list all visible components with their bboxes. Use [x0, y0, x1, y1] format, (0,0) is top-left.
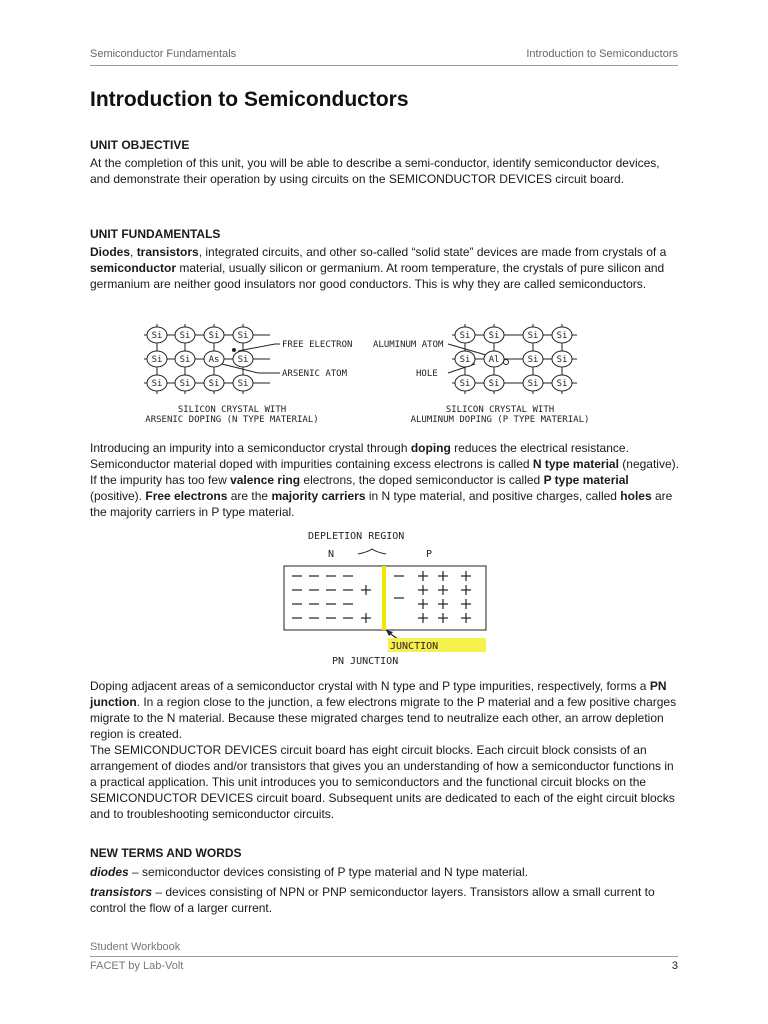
svg-text:Si: Si: [208, 331, 220, 341]
svg-text:Si: Si: [556, 331, 568, 341]
svg-text:Si: Si: [237, 379, 249, 389]
unit-objective-heading: UNIT OBJECTIVE: [90, 138, 190, 152]
running-header-right: Introduction to Semiconductors: [526, 48, 678, 60]
svg-text:Si: Si: [459, 331, 471, 341]
svg-text:Si: Si: [527, 331, 539, 341]
svg-text:ALUMINUM ATOM: ALUMINUM ATOM: [373, 340, 444, 350]
svg-text:Si: Si: [179, 355, 191, 365]
svg-text:SILICON CRYSTAL WITH: SILICON CRYSTAL WITH: [177, 405, 287, 415]
svg-text:HOLE: HOLE: [416, 369, 438, 379]
page-number: 3: [671, 960, 678, 972]
svg-text:DEPLETION REGION: DEPLETION REGION: [308, 531, 405, 542]
footer-rule: [90, 956, 678, 957]
svg-text:As: As: [208, 355, 220, 365]
svg-text:Si: Si: [488, 331, 500, 341]
fundamentals-paragraph-1: Diodes, transistors, integrated circuits, and other so-called “solid state” devices are made from crystals of a semiconductor material, usually silicon or germanium. At room temperature, the crystals of pure silicon and germanium are neither good insulators nor good conductors. This is why they are called semiconductors.: [90, 245, 667, 291]
svg-text:FREE ELECTRON: FREE ELECTRON: [282, 340, 353, 350]
junction-bar: [382, 566, 386, 630]
svg-text:Si: Si: [556, 355, 568, 365]
header-rule: [90, 65, 678, 66]
fundamentals-paragraph-2: Introducing an impurity into a semiconductor crystal through doping reduces the electrical resistance. Semiconductor material doped with impurities containing excess electrons is called N type material (negative). If the impurity has too few valence ring electrons, the doped semiconductor is called P type material (positive). Free electrons are the majority carriers in N type material, and positive charges, called holes are the majority carriers in P type material.: [90, 441, 679, 519]
term-transistors: transistors – devices consisting of NPN or PNP semiconductor layers. Transistors allow a small current to control the flow of a larger current.: [90, 885, 655, 915]
svg-text:Si: Si: [151, 355, 163, 365]
fundamentals-paragraph-3: Doping adjacent areas of a semiconductor crystal with N type and P type impurities, respectively, forms a PN junction. In a region close to the junction, a few electrons migrate to the P material and a few positive charges migrate to the N material. Because these migrated charges tend to neutralize each other, an arrow depletion region is created.: [90, 679, 677, 741]
fundamentals-paragraph-4: The SEMICONDUCTOR DEVICES circuit board has eight circuit blocks. Each circuit block consists of an arrangement of diodes and/or transistors that gives you an understanding of how a semiconductor functions in a practical application. This unit introduces you to semiconductors and the functional circuit blocks on the SEMICONDUCTOR DEVICES circuit board. Subsequent units are dedicated to each of the eight circuit blocks and to troubleshooting semiconductor circuits.: [90, 743, 675, 821]
svg-text:Si: Si: [488, 379, 500, 389]
svg-text:Si: Si: [459, 355, 471, 365]
footer-workbook: Student Workbook: [90, 941, 181, 953]
footer-facet: FACET by Lab-Volt: [90, 960, 184, 972]
svg-text:Si: Si: [151, 379, 163, 389]
crystal-doping-figure: [130, 318, 650, 430]
svg-text:P: P: [426, 549, 433, 560]
svg-text:Si: Si: [459, 379, 471, 389]
pn-junction-figure: [280, 528, 500, 670]
svg-text:Si: Si: [556, 379, 568, 389]
term-diodes: diodes – semiconductor devices consisting of P type material and N type material.: [90, 865, 528, 879]
unit-fundamentals-heading: UNIT FUNDAMENTALS: [90, 227, 221, 241]
new-terms-heading: NEW TERMS AND WORDS: [90, 846, 242, 860]
svg-text:ARSENIC DOPING (N TYPE MATERIA: ARSENIC DOPING (N TYPE MATERIAL): [145, 415, 319, 425]
svg-text:ALUMINUM DOPING (P TYPE MATERI: ALUMINUM DOPING (P TYPE MATERIAL): [410, 415, 590, 425]
svg-text:Si: Si: [237, 355, 249, 365]
svg-text:Si: Si: [179, 331, 191, 341]
svg-text:Si: Si: [151, 331, 163, 341]
svg-text:Si: Si: [179, 379, 191, 389]
svg-text:Si: Si: [237, 331, 249, 341]
svg-text:Si: Si: [527, 379, 539, 389]
svg-text:SILICON CRYSTAL WITH: SILICON CRYSTAL WITH: [445, 405, 555, 415]
running-header-left: Semiconductor Fundamentals: [90, 48, 237, 60]
svg-text:Si: Si: [208, 379, 220, 389]
svg-text:JUNCTION: JUNCTION: [390, 641, 439, 652]
page-title: Introduction to Semiconductors: [90, 88, 409, 111]
svg-text:ARSENIC ATOM: ARSENIC ATOM: [282, 369, 348, 379]
unit-objective-text: At the completion of this unit, you will be able to describe a semi-conductor, identify semiconductor devices, and demonstrate their operation by using circuits on the SEMICONDUCTOR DEVICES circuit board.: [90, 156, 660, 186]
svg-text:N: N: [328, 549, 335, 560]
svg-text:Al: Al: [488, 355, 500, 365]
svg-text:Si: Si: [527, 355, 539, 365]
svg-text:PN JUNCTION: PN JUNCTION: [332, 656, 399, 667]
